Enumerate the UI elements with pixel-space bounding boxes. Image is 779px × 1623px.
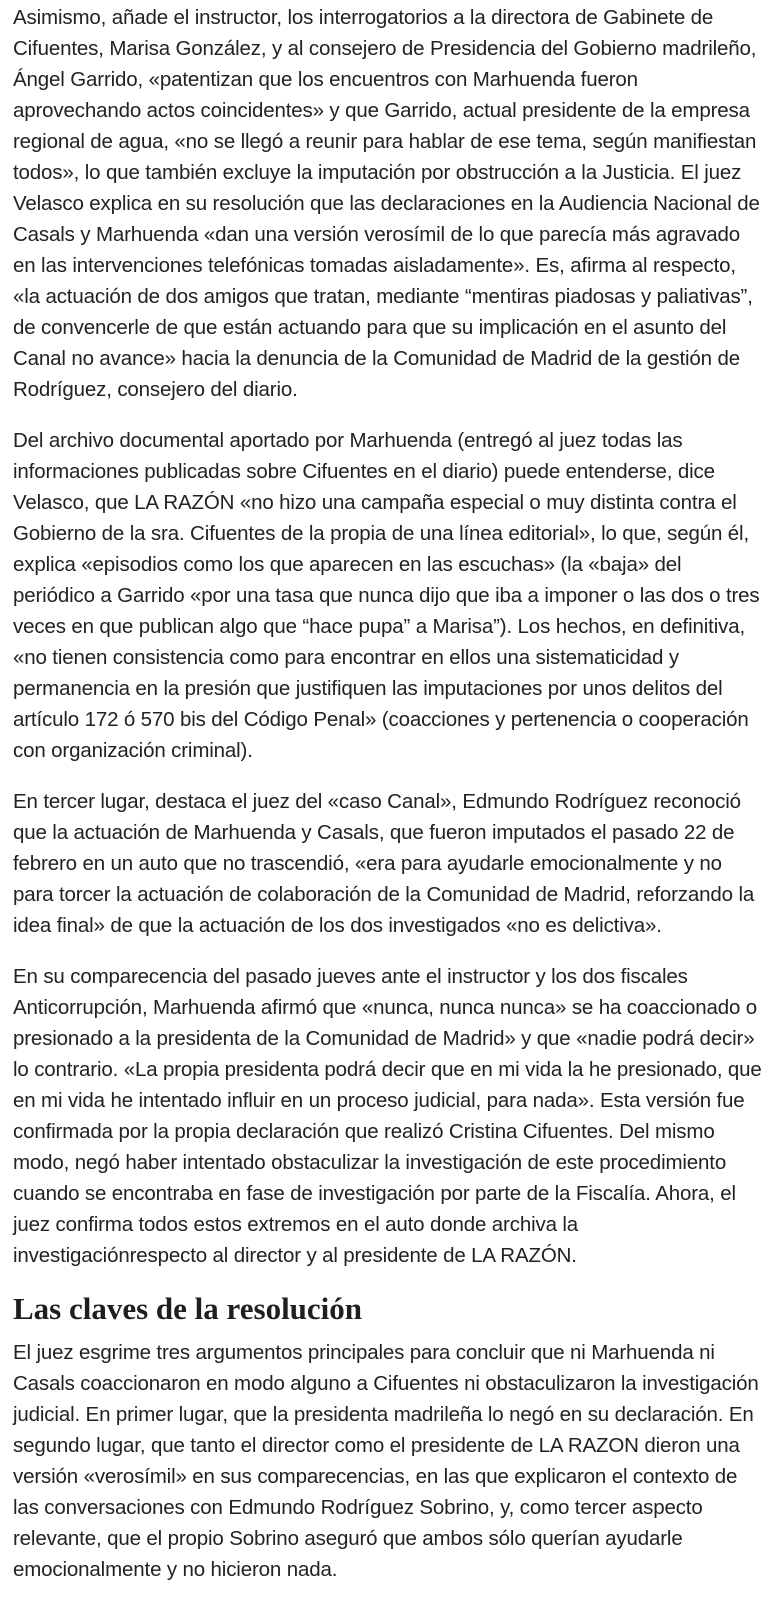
paragraph-third-point: En tercer lugar, destaca el juez del «caso Canal», Edmundo Rodríguez reconoció que la actuación de Marhuenda y Casals, que fueron imputados el pasado 22 de febrero en un auto que no trascendió, «era para ayudarle emocionalmente y no para torcer la actuación de colaboración de la Comunidad de Madrid, reforzando la idea final» de que la actuación de los dos investigados «no es delictiva». [13,790,755,937]
paragraph-key-arguments: El juez esgrime tres argumentos principales para concluir que ni Marhuenda ni Casals coaccionaron en modo alguno a Cifuentes ni obstaculizaron la investigación judicial. En primer lugar, que la presidenta madrileña lo negó en su declaración. En segundo lugar, que tanto el director como el presidente de LA RAZON dieron una versión «verosímil» en sus comparecencias, en las que explicaron el contexto de las conversaciones con Edmundo Rodríguez Sobrino, y, como tercer aspecto relevante, que el propio Sobrino aseguró que ambos sólo querían ayudarle emocionalmente y no hicieron nada. [13,1341,759,1581]
paragraph-documentary-archive: Del archivo documental aportado por Marhuenda (entregó al juez todas las informaciones publicadas sobre Cifuentes en el diario) puede entenderse, dice Velasco, que LA RAZÓN «no hizo una campaña especial o muy distinta contra el Gobierno de la sra. Cifuentes de la propia de una línea editorial», lo que, según él, explica «episodios como los que aparecen en las escuchas» (la «baja» del periódico a Garrido «por una tasa que nunca dijo que iba a imponer o las dos o tres veces en que publican algo que “hace pupa” a Marisa”). Los hechos, en definitiva, «no tienen consistencia como para encontrar en ellos una sistematicidad y permanencia en la presión que justifiquen las imputaciones por unos delitos del artículo 172 ó 570 bis del Código Penal» (coacciones y pertenencia o cooperación con organización criminal). [13,429,760,762]
paragraph-appearance-statement: En su comparecencia del pasado jueves ante el instructor y los dos fiscales Anticorrupción, Marhuenda afirmó que «nunca, nunca nunca» se ha coaccionado o presionado a la presidenta de la Comunidad de Madrid» y que «nadie podrá decir» lo contrario. «La propia presidenta podrá decir que en mi vida la he presionado, que en mi vida he intentado influir en un proceso judicial, para nada». Esta versión fue confirmada por la propia declaración que realizó Cristina Cifuentes. Del mismo modo, negó haber intentado obstaculizar la investigación de este procedimiento cuando se encontraba en fase de investigación por parte de la Fiscalía. Ahora, el juez confirma todos estos extremos en el auto donde archiva la investigaciónrespecto al director y al presidente de LA RAZÓN. [13,965,762,1267]
section-heading: Las claves de la resolución [13,1291,363,1326]
paragraph-instructor-interrogations: Asimismo, añade el instructor, los interrogatorios a la directora de Gabinete de Cifuentes, Marisa González, y al consejero de Presidencia del Gobierno madrileño, Ángel Garrido, «patentizan que los encuentros con Marhuenda fueron aprovechando actos coincidentes» y que Garrido, actual presidente de la empresa regional de agua, «no se llegó a reunir para hablar de ese tema, según manifiestan todos», lo que también excluye la imputación por obstrucción a la Justicia. El juez Velasco explica en su resolución que las declaraciones en la Audiencia Nacional de Casals y Marhuenda «dan una versión verosímil de lo que parecía más agravado en las intervenciones telefónicas tomadas aisladamente». Es, afirma al respecto, «la actuación de dos amigos que tratan, mediante “mentiras piadosas y paliativas”, de convencerle de que están actuando para que su implicación en el asunto del Canal no avance» hacia la denuncia de la Comunidad de Madrid de la gestión de Rodríguez, consejero del diario. [13,6,760,401]
